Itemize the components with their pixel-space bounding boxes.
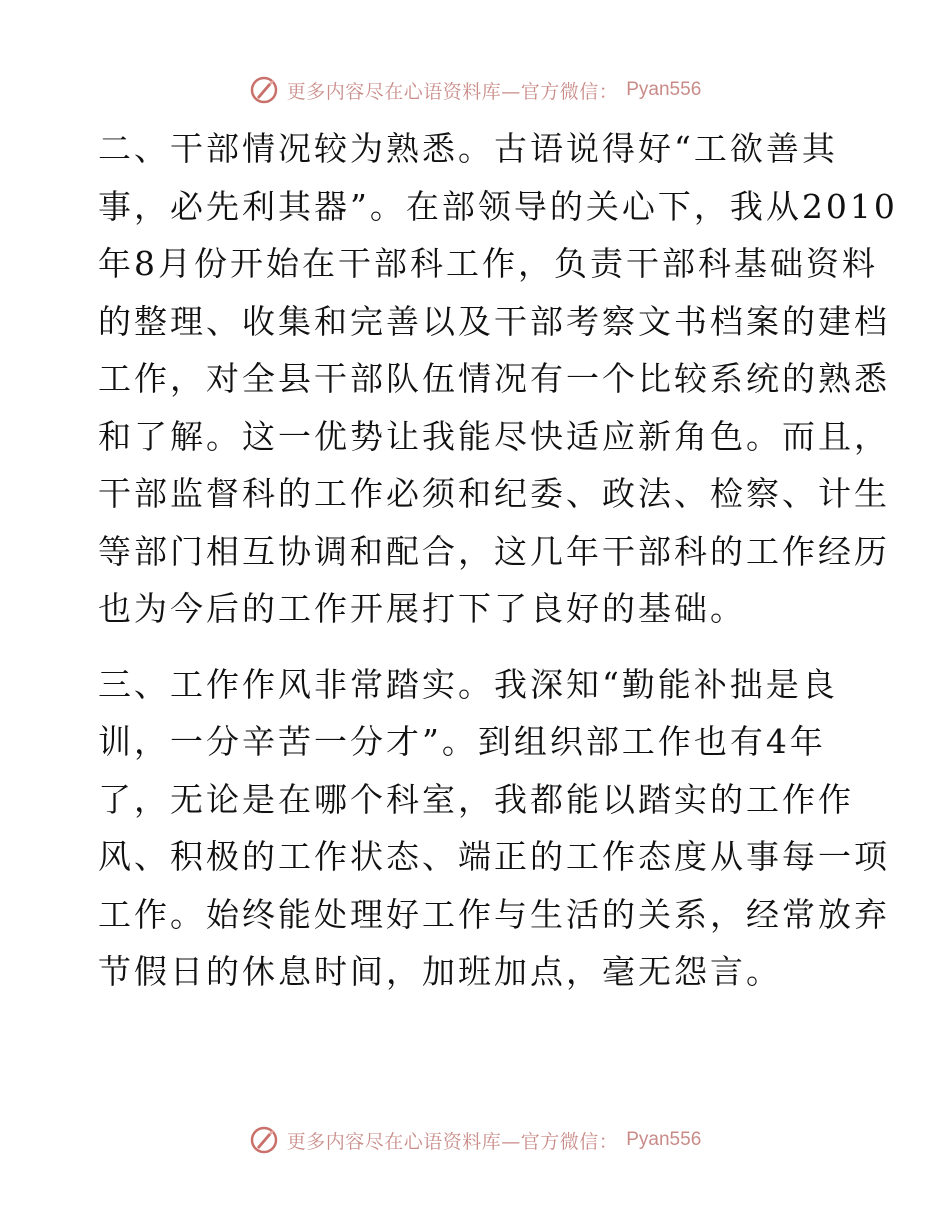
header-watermark xyxy=(0,70,950,110)
watermark-text: 更多内容尽在心语资料库—官方微信： xyxy=(286,80,619,103)
text-line: 了，无论是在哪个科室，我都能以踏实的工作作 xyxy=(98,779,854,819)
text-line: 风、积极的工作状态、端正的工作态度从事每一项 xyxy=(98,837,890,876)
watermark-account: Pyan556 xyxy=(626,1129,702,1150)
text-line: 的整理、收集和完善以及干部考察文书档案的建档 xyxy=(98,301,890,341)
text-line: 等部门相互协调和配合，这几年干部科的工作经历 xyxy=(98,531,890,571)
watermark-account: Pyan556 xyxy=(626,79,702,100)
text-line: 二、干部情况较为熟悉。古语说得好“工欲善其 xyxy=(98,129,838,168)
text-line: 三、工作作风非常踏实。我深知“勤能补拙是良 xyxy=(98,664,838,704)
text-line: 年8月份开始在干部科工作，负责干部科基础资料 xyxy=(98,244,878,283)
text-line: 干部监督科的工作必须和纪委、政法、检察、计生 xyxy=(98,474,890,513)
text-line: 也为今后的工作开展打下了良好的基础。 xyxy=(98,589,746,628)
quill-pen-logo-icon xyxy=(249,1125,279,1155)
text-line: 和了解。这一优势让我能尽快适应新角色。而且， xyxy=(98,416,890,456)
text-line: 训，一分辛苦一分才”。到组织部工作也有4年 xyxy=(98,722,826,761)
document-body xyxy=(98,120,898,1001)
quill-pen-logo-icon xyxy=(249,75,279,105)
text-line: 事，必先利其器”。在部领导的关心下，我从2010 xyxy=(98,186,898,226)
paragraph-work-style xyxy=(98,656,890,1001)
paragraph-cadre-familiarity xyxy=(98,120,898,638)
text-line: 节假日的休息时间，加班加点，毫无怨言。 xyxy=(98,952,782,991)
text-line: 工作。始终能处理好工作与生活的关系，经常放弃 xyxy=(98,894,890,934)
watermark-text: 更多内容尽在心语资料库—官方微信： xyxy=(286,1130,619,1153)
footer-watermark xyxy=(0,1120,950,1160)
text-line: 工作，对全县干部队伍情况有一个比较系统的熟悉 xyxy=(98,359,890,398)
